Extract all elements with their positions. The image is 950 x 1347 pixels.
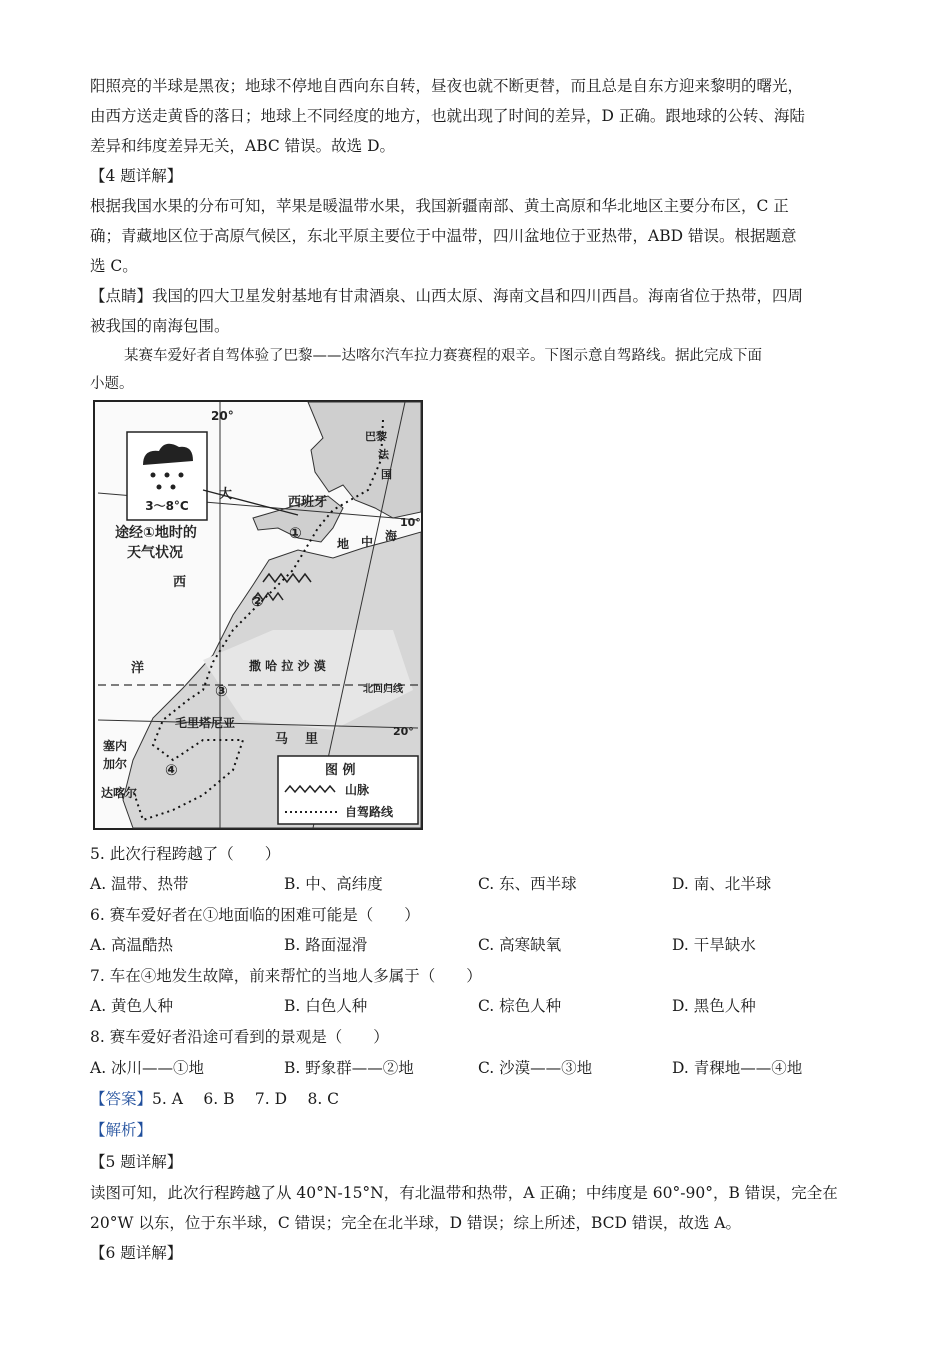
label-mauritania: 毛里塔尼亚 [175,716,236,730]
question-stem: 6. 赛车爱好者在①地面临的困难可能是（ ） [90,906,420,924]
option: D. 青稞地——④地 [672,1059,803,1077]
text-line: 确；青藏地区位于高原气候区，东北平原主要位于中温带，四川盆地位于亚热带，ABD 错误。根据题意 [90,227,797,245]
dianjing-line: 【点睛】我国的四大卫星发射基地有甘肃酒泉、山西太原、海南文昌和四川西昌。海南省位于热带，四周 [90,287,804,305]
text-line: 阳照亮的半球是黑夜；地球不停地自西向东自转，昼夜也就不断更替，而且总是自东方迎来黎明的曙光， [90,77,804,95]
text-line: 差异和纬度差异无关，ABC 错误。故选 D。 [90,137,396,155]
text-line: 读图可知，此次行程跨越了从 40°N-15°N，有北温带和热带，A 正确；中纬度是 60°-90°，B 错误，完全在 [90,1184,838,1202]
option: A. 温带、热带 [90,875,189,893]
weather-caption: 天气状况 [127,545,183,561]
option: C. 棕色人种 [478,997,562,1015]
lon-label: 20° [211,409,234,423]
q6-heading: 【6 题详解】 [90,1244,183,1262]
question-stem: 8. 赛车爱好者沿途可看到的景观是（ ） [90,1028,389,1046]
text-line: 选 C。 [90,257,138,275]
text-line: 根据我国水果的分布可知，苹果是暖温带水果，我国新疆南部、黄土高原和华北地区主要分布区，C 正 [90,197,789,215]
label-dakar: 达喀尔 [101,786,138,800]
label-mali: 里 [305,732,319,747]
answer-text: 5. A 6. B 7. D 8. C [152,1090,340,1108]
text-line: 20°W 以东，位于东半球，C 错误；完全在北半球，D 错误；综上所述，BCD 错误，故选 A。 [90,1214,741,1232]
label-france: 国 [381,468,392,481]
q5-heading: 【5 题详解】 [90,1153,183,1171]
weather-temp: 3～8°C [145,499,189,513]
lat-label: 20° [393,725,414,738]
text-line: 由西方送走黄昏的落日；地球上不同经度的地方，也就出现了时间的差异，D 正确。跟地球的公转、海陆 [90,107,805,125]
label-mali: 马 [275,732,289,747]
route-map [93,400,423,830]
label-atlantic: 大 [219,487,233,502]
point-1: ① [289,524,302,542]
option: B. 白色人种 [284,997,368,1015]
label-spain: 西班牙 [288,495,328,510]
label-med: 海 [385,529,398,543]
analysis-label: 【解析】 [90,1121,153,1139]
point-4: ④ [165,761,178,779]
label-senegal: 加尔 [103,757,128,771]
option: B. 路面湿滑 [284,936,368,954]
option: A. 高温酷热 [90,936,174,954]
legend-title: 图 例 [325,763,356,778]
option: A. 冰川——①地 [90,1059,205,1077]
label-atlantic: 洋 [131,661,145,676]
answer-line [90,1089,339,1109]
q4-heading: 【4 题详解】 [90,167,183,185]
option: D. 南、北半球 [672,875,772,893]
point-3: ③ [215,682,228,700]
label-tropic: 北回归线 [363,684,403,695]
dianjing-line: 被我国的南海包围。 [90,317,230,335]
option: A. 黄色人种 [90,997,174,1015]
intro-line: 小题。 [90,376,134,392]
label-france: 法 [378,448,389,461]
legend-mountain: 山脉 [345,783,370,797]
label-sahara: 撒 哈 拉 沙 漠 [249,659,326,673]
option: D. 黑色人种 [672,997,756,1015]
weather-caption: 途经①地时的 [115,525,197,541]
option: B. 野象群——②地 [284,1059,414,1077]
label-med: 中 [361,535,374,549]
lon-label: 10° [400,516,421,529]
point-2: ② [251,592,264,610]
option: D. 干旱缺水 [672,936,756,954]
intro-line: 某赛车爱好者自驾体验了巴黎——达喀尔汽车拉力赛赛程的艰辛。下图示意自驾路线。据此完成下面 [124,348,762,364]
option: C. 沙漠——③地 [478,1059,593,1077]
answer-label: 【答案】 [90,1090,153,1108]
label-paris: 巴黎 [365,430,387,443]
label-med: 地 [337,537,350,551]
option: B. 中、高纬度 [284,875,383,893]
question-stem: 5. 此次行程跨越了（ ） [90,845,281,863]
option: C. 东、西半球 [478,875,577,893]
label-atlantic: 西 [173,575,187,590]
question-stem: 7. 车在④地发生故障，前来帮忙的当地人多属于（ ） [90,967,482,985]
option: C. 高寒缺氧 [478,936,562,954]
legend-route: 自驾路线 [345,805,394,819]
label-senegal: 塞内 [103,739,128,753]
